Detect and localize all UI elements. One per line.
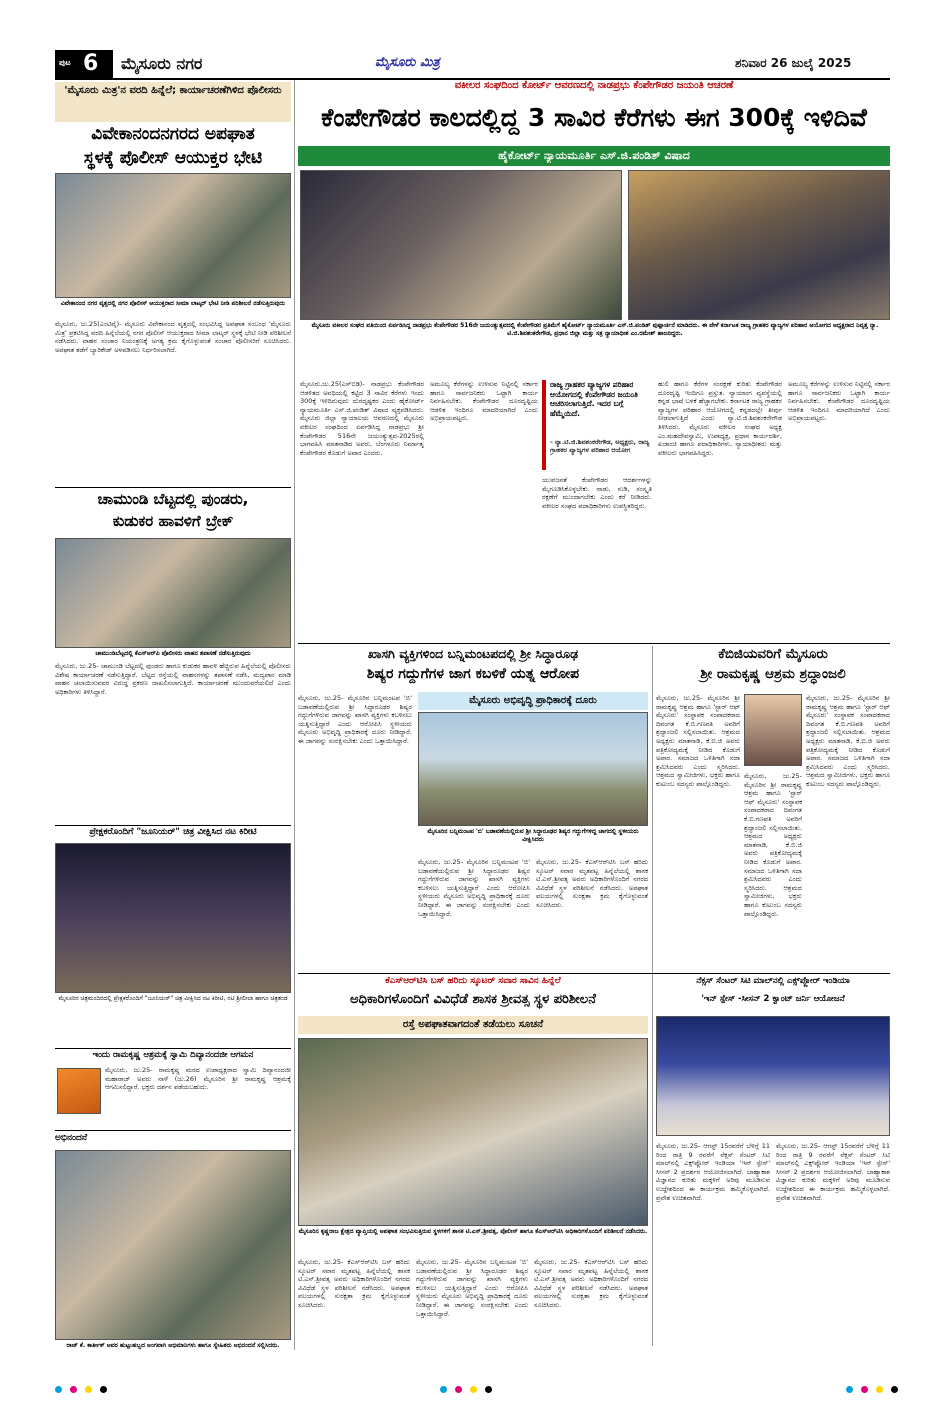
lead-story (298, 80, 890, 640)
story-kicker: ಕೆಎಸ್‌ಆರ್‌ಟಿಸಿ ಬಸ್ ಹರಿದು ಸ್ಕೂಟರ್ ಸವಾರ ಸಾವಿನ ಹಿನ್ನೆಲೆ (385, 976, 561, 986)
registration-dot-icon (891, 1386, 898, 1393)
divider (55, 825, 291, 826)
story-subhead: ಮೈಸೂರು ಅಭಿವೃದ್ಧಿ ಪ್ರಾಧಿಕಾರಕ್ಕೆ ದೂರು (418, 692, 648, 710)
lead-kicker: ವಕೀಲರ ಸಂಘದಿಂದ ಕೋರ್ಟ್ ಆವರಣದಲ್ಲಿ ನಾಡಪ್ರಭು ಕೆಂಪೇಗೌಡರ ಜಯಂತಿ ಆಚರಣೆ (454, 80, 734, 91)
photo-caption: ವಿವೇಕಾನಂದ ನಗರ ವೃತ್ತದಲ್ಲಿ ನಗರ ಪೊಲೀಸ್ ಆಯುಕ್ತರಾದ ಸೀಮಾ ಲಾಟ್ಕರ್ ಭೇಟಿ ನೀಡಿ ಪರಿಶೀಲನೆ ನಡೆಸುತ್ತಿರುವುದು (60, 300, 286, 307)
divider (55, 1048, 291, 1049)
story-headline: ಪ್ರೇಕ್ಷಕರೊಂದಿಗೆ "ಜೂನಿಯರ್" ಚಿತ್ರ ವೀಕ್ಷಿಸಿದ ನಟ ಕಿರೀಟಿ (89, 827, 257, 837)
story-body: ಮೈಸೂರು, ಜು.25- ಚಾಮುಂಡಿ ಬೆಟ್ಟದಲ್ಲಿ ಪುಂಡರು ಹಾಗೂ ಕುಡುಕರ ಹಾವಳಿ ಹೆಚ್ಚಿರುವ ಹಿನ್ನೆಲೆಯಲ್ಲಿ ಪೊಲೀಸರು ವಿಶೇಷ ಕಾರ್ಯಾಚರಣೆ ನಡೆಸುತ್ತಿದ್ದಾರೆ. ಬೆಟ್ಟದ ರಸ್ತೆಯಲ್ಲಿ ವಾಹನಗಳನ್ನು ತಪಾಸಣೆ ನಡೆಸಿ, ಮದ್ಯಪಾನ ಮಾಡಿ ವಾಹನ ಚಲಾಯಿಸುವವರ ವಿರುದ್ಧ ಪ್ರಕರಣ ದಾಖಲಿಸಲಾಗುತ್ತಿದೆ. ಕಾರ್ಯಾಚರಣೆ ಮುಂದುವರೆಯಲಿದೆ ಎಂದು ಅಧಿಕಾರಿಗಳು ತಿಳಿಸಿದ್ದಾರೆ. (55, 662, 291, 696)
story-body-cont: ಮೈಸೂರು, ಜು.25- ಕೆಎಸ್‌ಆರ್‌ಟಿಸಿ ಬಸ್ ಹರಿದು ಸ್ಕೂಟರ್ ಸವಾರ ಮೃತಪಟ್ಟ ಹಿನ್ನೆಲೆಯಲ್ಲಿ ಶಾಸಕ ಟಿ.ಎಸ್.ಶ್ರೀವತ್ಸ ಅವರು ಅಧಿಕಾರಿಗಳೊಂದಿಗೆ ನಗರದ ವಿವಿಧೆಡೆ ಸ್ಥಳ ಪರಿಶೀಲನೆ ನಡೆಸಿದರು. ಅಪಘಾತ ವಲಯಗಳಲ್ಲಿ ಸುರಕ್ಷತಾ ಕ್ರಮ ಕೈಗೊಳ್ಳುವಂತೆ ಸೂಚಿಸಿದರು. (536, 858, 648, 909)
expo-story (656, 976, 890, 1356)
registration-dot-icon (876, 1386, 883, 1393)
issue-date: ಶನಿವಾರ 26 ಜುಲೈ 2025 (735, 56, 852, 70)
divider (298, 643, 890, 644)
section-name: ಮೈಸೂರು ನಗರ (121, 54, 203, 73)
mla-inspection-story (298, 976, 648, 1356)
page-header (55, 50, 890, 78)
story-body: ಮೈಸೂರು, ಜು.25- ಆಗಸ್ಟ್ 15ರವರೆಗೆ ಬೆಳಿಗ್ಗೆ 11 ರಿಂದ ರಾತ್ರಿ 9 ರವರೆಗೆ ನೆಕ್ಸಸ್ ಸೆಂಟರ್ ಸಿಟಿ ಮಾಲ್‌ನಲ್ಲಿ ಎಕ್ಸ್‌ಪ್ಲೋರ್ ಇಂಡಿಯಾ 'ಇನ್ ಸ್ಪೇಸ್' ಸೀಸನ್ 2 ಪ್ರದರ್ಶನ ಆಯೋಜಿಸಲಾಗಿದೆ. ಬಾಹ್ಯಾಕಾಶ ವಿಜ್ಞಾನದ ಕುರಿತು ಮಕ್ಕಳಿಗೆ ಅರಿವು ಮೂಡಿಸುವ ಉದ್ದೇಶದಿಂದ ಈ ಕಾರ್ಯಕ್ರಮ ಹಮ್ಮಿಕೊಳ್ಳಲಾಗಿದೆ. ಪ್ರವೇಶ ಉಚಿತವಾಗಿದೆ. (656, 1142, 770, 1202)
story-body-cont: ಮೈಸೂರು, ಜು.25- ಮೈಸೂರಿನ ಶ್ರೀ ರಾಮಕೃಷ್ಣ ಆಶ್ರಮ ಹಾಗೂ 'ಸ್ಟಾರ್ ಆಫ್ ಮೈಸೂರು' ಸಂಸ್ಥಾಪಕ ಸಂಪಾದಕರಾದ ದಿವಂಗತ ಕೆ.ಬಿ.ಗಣಪತಿ ಅವರಿಗೆ ಶ್ರದ್ಧಾಂಜಲಿ ಸಲ್ಲಿಸಲಾಯಿತು. ಆಶ್ರಮದ ಅಧ್ಯಕ್ಷರು ಮಾತನಾಡಿ, ಕೆ.ಬಿ.ಜಿ ಅವರು ಪತ್ರಿಕೋದ್ಯಮಕ್ಕೆ ನೀಡಿದ ಕೊಡುಗೆ ಅಪಾರ. ಸಮಾಜದ ಒಳಿತಿಗಾಗಿ ಸದಾ ಶ್ರಮಿಸಿದವರು ಎಂದು ಸ್ಮರಿಸಿದರು. ಆಶ್ರಮದ ಸ್ವಾಮೀಜಿಗಳು, ಭಕ್ತರು ಹಾಗೂ ಕುಟುಂಬ ಸದಸ್ಯರು ಪಾಲ್ಗೊಂಡಿದ್ದರು. (744, 772, 802, 918)
story-headline: ಚಾಮುಂಡಿ ಬೆಟ್ಟದಲ್ಲಿ ಪುಂಡರು, (97, 490, 249, 508)
story-body-cont: ಮೈಸೂರು, ಜು.25- ಮೈಸೂರಿನ ಬನ್ನಿಮಂಟಪ 'ಬಿ' ಬಡಾವಣೆಯಲ್ಲಿರುವ ಶ್ರೀ ಸಿದ್ಧಾರೂಢರ ಶಿಷ್ಯರ ಗದ್ದುಗೆಗಳಿರುವ ಜಾಗವನ್ನು ಖಾಸಗಿ ವ್ಯಕ್ತಿಗಳು ಕಬಳಿಸಲು ಯತ್ನಿಸುತ್ತಿದ್ದಾರೆ ಎಂದು ಆರೋಪಿಸಿ ಸ್ಥಳೀಯರು ಮೈಸೂರು ಅಭಿವೃದ್ಧಿ ಪ್ರಾಧಿಕಾರಕ್ಕೆ ದೂರು ನೀಡಿದ್ದಾರೆ. ಈ ಜಾಗವನ್ನು ಸಂರಕ್ಷಿಸಬೇಕು ಎಂದು ಒತ್ತಾಯಿಸಿದ್ದಾರೆ. (418, 858, 530, 918)
mall-expo-photo (656, 1016, 890, 1136)
section-label: ಅಭಿನಂದನೆ (55, 1133, 88, 1143)
lead-body-col3: ಯುವಜನತೆ ಕೆಂಪೇಗೌಡರ ಆದರ್ಶಗಳನ್ನು ಮೈಗೂಡಿಸಿಕೊಳ್ಳಬೇಕು. ನಾಡು, ನುಡಿ, ಸಂಸ್ಕೃತಿ ರಕ್ಷಣೆಗೆ ಮುಂದಾಗಬೇಕು ಎಂದು ಕರೆ ನೀಡಿದರು. ವಕೀಲರ ಸಂಘದ ಪದಾಧಿಕಾರಿಗಳು ಉಪಸ್ಥಿತರಿದ್ದರು. (542, 476, 652, 510)
story-body-cont: ಮೈಸೂರು, ಜು.25- ಆಗಸ್ಟ್ 15ರವರೆಗೆ ಬೆಳಿಗ್ಗೆ 11 ರಿಂದ ರಾತ್ರಿ 9 ರವರೆಗೆ ನೆಕ್ಸಸ್ ಸೆಂಟರ್ ಸಿಟಿ ಮಾಲ್‌ನಲ್ಲಿ ಎಕ್ಸ್‌ಪ್ಲೋರ್ ಇಂಡಿಯಾ 'ಇನ್ ಸ್ಪೇಸ್' ಸೀಸನ್ 2 ಪ್ರದರ್ಶನ ಆಯೋಜಿಸಲಾಗಿದೆ. ಬಾಹ್ಯಾಕಾಶ ವಿಜ್ಞಾನದ ಕುರಿತು ಮಕ್ಕಳಿಗೆ ಅರಿವು ಮೂಡಿಸುವ ಉದ್ದೇಶದಿಂದ ಈ ಕಾರ್ಯಕ್ರಮ ಹಮ್ಮಿಕೊಳ್ಳಲಾಗಿದೆ. ಪ್ರವೇಶ ಉಚಿತವಾಗಿದೆ. (776, 1142, 890, 1202)
divider (298, 973, 890, 974)
column-rule (652, 646, 653, 1346)
lead-body-col5: ಅಮೂಲ್ಯ ಕೆರೆಗಳನ್ನು ಉಳಿಸುವ ನಿಟ್ಟಿನಲ್ಲಿ ಸರ್ಕಾರ ಹಾಗೂ ಸಾರ್ವಜನಿಕರು ಒಟ್ಟಾಗಿ ಕಾರ್ಯ ನಿರ್ವಹಿಸಬೇಕು. ಕೆಂಪೇಗೌಡರ ದೂರದೃಷ್ಟಿಯ ಆಡಳಿತ ಇಂದಿಗೂ ಮಾದರಿಯಾಗಿದೆ ಎಂದು ಅಭಿಪ್ರಾಯಪಟ್ಟರು. (788, 380, 890, 423)
felicitation-photo (55, 1150, 291, 1340)
column-rule (294, 80, 295, 1350)
photo-caption: ರಾಜ್ ಕೆ. ಕಾರ್ತೀಕ್ ಅವರ ಹುಟ್ಟುಹಬ್ಬದ ಅಂಗವಾಗಿ ಅಭಿಮಾನಿಗಳು ಹಾಗೂ ಸ್ನೇಹಿತರು ಅಭಿನಂದನೆ ಸಲ್ಲಿಸಿದರು. (66, 1342, 280, 1349)
swamiji-portrait (57, 1068, 101, 1114)
pull-quote-author: - ನ್ಯಾ.ಟಿ.ಜಿ.ಶಿವಶಂಕರೇಗೌಡ, ಅಧ್ಯಕ್ಷರು, ರಾಜ್ಯ ಗ್ರಾಹಕರ ವ್ಯಾಜ್ಯಗಳ ಪರಿಹಾರ ಆಯೋಗ (550, 438, 650, 454)
lead-subhead: ಹೈಕೋರ್ಟ್ ನ್ಯಾಯಮೂರ್ತಿ ಎಸ್.ಜಿ.ಪಂಡಿತ್ ವಿಷಾದ (498, 149, 690, 162)
registration-marks-center (440, 1378, 520, 1388)
pull-quote-text: ರಾಜ್ಯ ಗ್ರಾಹಕರ ವ್ಯಾಜ್ಯಗಳ ಪರಿಹಾರ ಆಯೋಗದಲ್ಲಿ ಕೆಂಪೇಗೌಡರ ಜಯಂತಿ ಆಚರಿಸಲಾಗುತ್ತಿದೆ. ಇದರ ಬಗ್ಗೆ ಹೆಮ್ಮೆಯಿದೆ. (550, 380, 638, 418)
photo-caption: ಮೈಸೂರಿನ ಕೃಷ್ಣರಾಜ ಕ್ಷೇತ್ರದ ವ್ಯಾಪ್ತಿಯಲ್ಲಿ ಅಪಘಾತ ಸಂಭವಿಸುತ್ತಿರುವ ಸ್ಥಳಗಳಿಗೆ ಶಾಸಕ ಟಿ.ಎಸ್.ಶ್ರೀವತ್ಸ, ಪೊಲೀಸ್ ಹಾಗೂ ಕೆಎಸ್‌ಆರ್‌ಟಿಸಿ ಅಧಿಕಾರಿಗಳೊಂದಿಗೆ ಪರಿಶೀಲನೆ ನಡೆಸಿದರು. (298, 1228, 648, 1235)
lead-subhead-bar (298, 146, 890, 166)
story-body-cont: ಮೈಸೂರು, ಜು.25- ಮೈಸೂರಿನ ಬನ್ನಿಮಂಟಪ 'ಬಿ' ಬಡಾವಣೆಯಲ್ಲಿರುವ ಶ್ರೀ ಸಿದ್ಧಾರೂಢರ ಶಿಷ್ಯರ ಗದ್ದುಗೆಗಳಿರುವ ಜಾಗವನ್ನು ಖಾಸಗಿ ವ್ಯಕ್ತಿಗಳು ಕಬಳಿಸಲು ಯತ್ನಿಸುತ್ತಿದ್ದಾರೆ ಎಂದು ಆರೋಪಿಸಿ ಸ್ಥಳೀಯರು ಮೈಸೂರು ಅಭಿವೃದ್ಧಿ ಪ್ರಾಧಿಕಾರಕ್ಕೆ ದೂರು ನೀಡಿದ್ದಾರೆ. ಈ ಜಾಗವನ್ನು ಸಂರಕ್ಷಿಸಬೇಕು ಎಂದು ಒತ್ತಾಯಿಸಿದ್ದಾರೆ. (416, 1258, 528, 1318)
registration-dot-icon (846, 1386, 853, 1393)
lead-body-col1: ಮೈಸೂರು,ಜು.25(ಎಸ್‌ಬಿಡಿ)- ನಾಡಪ್ರಭು ಕೆಂಪೇಗೌಡರ ಆಡಳಿತದ ಅವಧಿಯಲ್ಲಿ ಕಟ್ಟಿದ 3 ಸಾವಿರ ಕೆರೆಗಳು ಇಂದು 300ಕ್ಕೆ ಇಳಿದಿರುವುದು ದುರದೃಷ್ಟಕರ ಎಂದು ಹೈಕೋರ್ಟ್ ನ್ಯಾಯಮೂರ್ತಿ ಎಸ್.ಜಿ.ಪಂಡಿತ್ ವಿಷಾದ ವ್ಯಕ್ತಪಡಿಸಿದರು. ಮೈಸೂರು ಜಿಲ್ಲಾ ನ್ಯಾಯಾಲಯ ಆವರಣದಲ್ಲಿ ಮೈಸೂರು ವಕೀಲರ ಸಂಘದಿಂದ ಏರ್ಪಡಿಸಿದ್ದ ನಾಡಪ್ರಭು ಶ್ರೀ ಕೆಂಪೇಗೌಡರ 516ನೇ ಜಯಂತ್ಯುತ್ಸವ-2025ರಲ್ಲಿ ಭಾಗವಹಿಸಿ ಮಾತನಾಡಿದ ಅವರು, ಬೆಂಗಳೂರು ನಿರ್ಮಾತೃ ಕೆಂಪೇಗೌಡರ ಕೊಡುಗೆ ಅಪಾರ ಎಂದರು. (300, 380, 424, 457)
left-column (55, 80, 291, 1360)
story-headline: ವಿವೇಕಾನಂದನಗರದ ಅಪಘಾತ (91, 124, 255, 144)
story-subhead: ರಸ್ತೆ ಅಪಘಾತವಾಗದಂತೆ ತಡೆಯಲು ಸೂಚನೆ (298, 1016, 648, 1034)
tribute-story (656, 646, 890, 971)
story-headline: ಇಂದು ರಾಮಕೃಷ್ಣ ಆಶ್ರಮಕ್ಕೆ ಸ್ವಾಮಿ ದಿವ್ಯಾನಂದಜೀ ಆಗಮನ (92, 1050, 254, 1060)
page-label: ಪುಟ (59, 58, 71, 67)
story-kicker: 'ಮೈಸೂರು ಮಿತ್ರ'ನ ವರದಿ ಹಿನ್ನೆಲೆ; ಕಾರ್ಯಾಚರಣೆಗಿಳಿದ ಪೊಲೀಸರು (55, 82, 291, 122)
registration-dot-icon (100, 1386, 107, 1393)
registration-dot-icon (470, 1386, 477, 1393)
story-body-cont: ಮೈಸೂರು, ಜು.25- ಮೈಸೂರಿನ ಶ್ರೀ ರಾಮಕೃಷ್ಣ ಆಶ್ರಮ ಹಾಗೂ 'ಸ್ಟಾರ್ ಆಫ್ ಮೈಸೂರು' ಸಂಸ್ಥಾಪಕ ಸಂಪಾದಕರಾದ ದಿವಂಗತ ಕೆ.ಬಿ.ಗಣಪತಿ ಅವರಿಗೆ ಶ್ರದ್ಧಾಂಜಲಿ ಸಲ್ಲಿಸಲಾಯಿತು. ಆಶ್ರಮದ ಅಧ್ಯಕ್ಷರು ಮಾತನಾಡಿ, ಕೆ.ಬಿ.ಜಿ ಅವರು ಪತ್ರಿಕೋದ್ಯಮಕ್ಕೆ ನೀಡಿದ ಕೊಡುಗೆ ಅಪಾರ. ಸಮಾಜದ ಒಳಿತಿಗಾಗಿ ಸದಾ ಶ್ರಮಿಸಿದವರು ಎಂದು ಸ್ಮರಿಸಿದರು. ಆಶ್ರಮದ ಸ್ವಾಮೀಜಿಗಳು, ಭಕ್ತರು ಹಾಗೂ ಕುಟುಂಬ ಸದಸ್ಯರು ಪಾಲ್ಗೊಂಡಿದ್ದರು. (806, 694, 890, 788)
story-headline: ಕೆಬಿಜಿಯವರಿಗೆ ಮೈಸೂರು (718, 646, 828, 662)
land-grab-story (298, 646, 648, 971)
story-body: ಮೈಸೂರು, ಜು.25- ಕೆಎಸ್‌ಆರ್‌ಟಿಸಿ ಬಸ್ ಹರಿದು ಸ್ಕೂಟರ್ ಸವಾರ ಮೃತಪಟ್ಟ ಹಿನ್ನೆಲೆಯಲ್ಲಿ ಶಾಸಕ ಟಿ.ಎಸ್.ಶ್ರೀವತ್ಸ ಅವರು ಅಧಿಕಾರಿಗಳೊಂದಿಗೆ ನಗರದ ವಿವಿಧೆಡೆ ಸ್ಥಳ ಪರಿಶೀಲನೆ ನಡೆಸಿದರು. ಅಪಘಾತ ವಲಯಗಳಲ್ಲಿ ಸುರಕ್ಷತಾ ಕ್ರಮ ಕೈಗೊಳ್ಳುವಂತೆ ಸೂಚಿಸಿದರು. (298, 1258, 410, 1309)
story-headline: ಶ್ರೀ ರಾಮಕೃಷ್ಣ ಆಶ್ರಮ ಶ್ರದ್ಧಾಂಜಲಿ (700, 666, 846, 682)
story-body-cont: ಮೈಸೂರು, ಜು.25- ಕೆಎಸ್‌ಆರ್‌ಟಿಸಿ ಬಸ್ ಹರಿದು ಸ್ಕೂಟರ್ ಸವಾರ ಮೃತಪಟ್ಟ ಹಿನ್ನೆಲೆಯಲ್ಲಿ ಶಾಸಕ ಟಿ.ಎಸ್.ಶ್ರೀವತ್ಸ ಅವರು ಅಧಿಕಾರಿಗಳೊಂದಿಗೆ ನಗರದ ವಿವಿಧೆಡೆ ಸ್ಥಳ ಪರಿಶೀಲನೆ ನಡೆಸಿದರು. ಅಪಘಾತ ವಲಯಗಳಲ್ಲಿ ಸುರಕ್ಷತಾ ಕ್ರಮ ಕೈಗೊಳ್ಳುವಂತೆ ಸೂಚಿಸಿದರು. (534, 1258, 648, 1309)
story-body: ಮೈಸೂರು, ಜು.25- ಮೈಸೂರಿನ ಶ್ರೀ ರಾಮಕೃಷ್ಣ ಆಶ್ರಮ ಹಾಗೂ 'ಸ್ಟಾರ್ ಆಫ್ ಮೈಸೂರು' ಸಂಸ್ಥಾಪಕ ಸಂಪಾದಕರಾದ ದಿವಂಗತ ಕೆ.ಬಿ.ಗಣಪತಿ ಅವರಿಗೆ ಶ್ರದ್ಧಾಂಜಲಿ ಸಲ್ಲಿಸಲಾಯಿತು. ಆಶ್ರಮದ ಅಧ್ಯಕ್ಷರು ಮಾತನಾಡಿ, ಕೆ.ಬಿ.ಜಿ ಅವರು ಪತ್ರಿಕೋದ್ಯಮಕ್ಕೆ ನೀಡಿದ ಕೊಡುಗೆ ಅಪಾರ. ಸಮಾಜದ ಒಳಿತಿಗಾಗಿ ಸದಾ ಶ್ರಮಿಸಿದವರು ಎಂದು ಸ್ಮರಿಸಿದರು. ಆಶ್ರಮದ ಸ್ವಾಮೀಜಿಗಳು, ಭಕ್ತರು ಹಾಗೂ ಕುಟುಂಬ ಸದಸ್ಯರು ಪಾಲ್ಗೊಂಡಿದ್ದರು. (656, 694, 740, 788)
lead-headline: ಕೆಂಪೇಗೌಡರ ಕಾಲದಲ್ಲಿದ್ದ 3 ಸಾವಿರ ಕೆರೆಗಳು ಈಗ 300ಕ್ಕೆ ಇಳಿದಿವೆ (321, 103, 867, 132)
theatre-audience-photo (55, 843, 291, 993)
story-headline: ಕುಡುಕರ ಹಾವಳಿಗೆ ಬ್ರೇಕ್ (112, 512, 234, 530)
registration-dot-icon (861, 1386, 868, 1393)
registration-dot-icon (85, 1386, 92, 1393)
registration-dot-icon (455, 1386, 462, 1393)
chamundi-hill-checking-photo (55, 538, 291, 648)
story-headline: ಖಾಸಗಿ ವ್ಯಕ್ತಿಗಳಿಂದ ಬನ್ನಿಮಂಟಪದಲ್ಲಿ ಶ್ರೀ ಸಿದ್ಧಾರೂಢ (367, 646, 579, 661)
photo-caption: ಮೈಸೂರಿನ ಬನ್ನಿಮಂಟಪ 'ಬಿ' ಬಡಾವಣೆಯಲ್ಲಿರುವ ಶ್ರೀ ಸಿದ್ಧಾರೂಢರ ಶಿಷ್ಯರ ಗದ್ದುಗೆಗಳಿದ್ದ ಜಾಗದಲ್ಲಿ ಸ್ಥಳೀಯರು ವೀಕ್ಷಿಸಿದರು (427, 828, 639, 843)
page-number-box (55, 50, 113, 78)
registration-marks-right (846, 1378, 926, 1388)
registration-marks-left (55, 1378, 135, 1388)
page-number: 6 (83, 51, 99, 76)
photo-caption: ಮೈಸೂರಿನ ಚಿತ್ರಮಂದಿರದಲ್ಲಿ ಪ್ರೇಕ್ಷಕರೊಂದಿಗೆ "ಜೂನಿಯರ್" ಚಿತ್ರ ವೀಕ್ಷಿಸಿದ ನಟ ಕಿರೀಟಿ, ನಟಿ ಶ್ರೀಲೀಲಾ ಹಾಗೂ ಚಿತ್ರತಂಡ (58, 995, 288, 1002)
paper-name: ಮೈಸೂರು ಮಿತ್ರ (375, 55, 440, 70)
divider (55, 487, 291, 488)
inspection-photo (298, 1038, 648, 1226)
kempegowda-statue-photo (300, 170, 622, 320)
registration-dot-icon (55, 1386, 62, 1393)
divider (55, 1130, 291, 1131)
pull-quote-box (542, 380, 652, 470)
story-body: ಮೈಸೂರು, ಜು.25- ರಾಮಕೃಷ್ಣ ಮಠದ ಉಪಾಧ್ಯಕ್ಷರಾದ ಸ್ವಾಮಿ ದಿವ್ಯಾನಂದಜೀ ಮಹಾರಾಜ್ ಅವರು ನಾಳೆ (ಜು.26) ಮೈಸೂರಿನ ಶ್ರೀ ರಾಮಕೃಷ್ಣ ಆಶ್ರಮಕ್ಕೆ ಆಗಮಿಸಲಿದ್ದಾರೆ. ಭಕ್ತರು ದರ್ಶನ ಪಡೆಯಬಹುದು. (105, 1066, 291, 1092)
kbg-portrait (744, 694, 802, 766)
lead-body-col4: ಹುಲಿ ಹಾಗೂ ಕೆರೆಗಳ ಸಂರಕ್ಷಣೆ ಕುರಿತು ಕೆಂಪೇಗೌಡರ ದೂರದೃಷ್ಟಿ ಇಂದಿಗೂ ಪ್ರಸ್ತುತ. ನ್ಯಾಯಾಂಗ ವ್ಯವಸ್ಥೆಯಲ್ಲಿ ಕನ್ನಡ ಭಾಷೆ ಬಳಕೆ ಹೆಚ್ಚಾಗಬೇಕು. ಕರ್ನಾಟಕ ರಾಜ್ಯ ಗ್ರಾಹಕರ ವ್ಯಾಜ್ಯಗಳ ಪರಿಹಾರ ಆಯೋಗದಲ್ಲಿ ಕನ್ನಡದಲ್ಲೇ ತೀರ್ಪು ನೀಡಲಾಗುತ್ತಿದೆ ಎಂದು ನ್ಯಾ.ಟಿ.ಜಿ.ಶಿವಶಂಕರೇಗೌಡ ತಿಳಿಸಿದರು. ಮೈಸೂರು ವಕೀಲರ ಸಂಘದ ಅಧ್ಯಕ್ಷ ಎಂ.ಮಹದೇವಸ್ವಾಮಿ, ಉಪಾಧ್ಯಕ್ಷ, ಪ್ರಧಾನ ಕಾರ್ಯದರ್ಶಿ, ಖಜಾಂಚಿ ಹಾಗೂ ಪದಾಧಿಕಾರಿಗಳು, ನ್ಯಾಯಾಧೀಶರು ಮತ್ತು ವಕೀಲರು ಭಾಗವಹಿಸಿದ್ದರು. (658, 380, 782, 457)
registration-dot-icon (485, 1386, 492, 1393)
story-body: ಮೈಸೂರು, ಜು.25- ಮೈಸೂರಿನ ಬನ್ನಿಮಂಟಪ 'ಬಿ' ಬಡಾವಣೆಯಲ್ಲಿರುವ ಶ್ರೀ ಸಿದ್ಧಾರೂಢರ ಶಿಷ್ಯರ ಗದ್ದುಗೆಗಳಿರುವ ಜಾಗವನ್ನು ಖಾಸಗಿ ವ್ಯಕ್ತಿಗಳು ಕಬಳಿಸಲು ಯತ್ನಿಸುತ್ತಿದ್ದಾರೆ ಎಂದು ಆರೋಪಿಸಿ ಸ್ಥಳೀಯರು ಮೈಸೂರು ಅಭಿವೃದ್ಧಿ ಪ್ರಾಧಿಕಾರಕ್ಕೆ ದೂರು ನೀಡಿದ್ದಾರೆ. ಈ ಜಾಗವನ್ನು ಸಂರಕ್ಷಿಸಬೇಕು ಎಂದು ಒತ್ತಾಯಿಸಿದ್ದಾರೆ. (298, 694, 412, 745)
story-headline: 'ಇನ್ ಸ್ಪೇಸ್ -ಸೀಸನ್ 2 ಕ್ವಾಂಟ್ ಜರ್ನಿ ಆಯೋಜನೆ (701, 994, 845, 1004)
registration-dot-icon (440, 1386, 447, 1393)
photo-caption: ಚಾಮುಂಡಿಬೆಟ್ಟದಲ್ಲಿ ಕೆಎಸ್‌ಆರ್‌ಪಿ ಪೊಲೀಸರು ವಾಹನ ತಪಾಸಣೆ ನಡೆಸುತ್ತಿರುವುದು (95, 650, 251, 657)
lead-body-col2: ಅಮೂಲ್ಯ ಕೆರೆಗಳನ್ನು ಉಳಿಸುವ ನಿಟ್ಟಿನಲ್ಲಿ ಸರ್ಕಾರ ಹಾಗೂ ಸಾರ್ವಜನಿಕರು ಒಟ್ಟಾಗಿ ಕಾರ್ಯ ನಿರ್ವಹಿಸಬೇಕು. ಕೆಂಪೇಗೌಡರ ದೂರದೃಷ್ಟಿಯ ಆಡಳಿತ ಇಂದಿಗೂ ಮಾದರಿಯಾಗಿದೆ ಎಂದು ಅಭಿಪ್ರಾಯಪಟ್ಟರು. (430, 380, 538, 423)
lead-photo-caption: ಮೈಸೂರು ವಕೀಲರ ಸಂಘದ ವತಿಯಿಂದ ಏರ್ಪಡಿಸಿದ್ದ ನಾಡಪ್ರಭು ಕೆಂಪೇಗೌಡರ 516ನೇ ಜಯಂತ್ಯುತ್ಸವದಲ್ಲಿ ಕೆಂಪೇಗೌಡರ ಪ್ರತಿಮೆಗೆ ಹೈಕೋರ್ಟ್ ನ್ಯಾಯಮೂರ್ತಿ ಎಸ್.ಜಿ.ಪಂಡಿತ್ ಪುಷ್ಪಾರ್ಚನೆ ಮಾಡಿದರು. ಈ ವೇಳೆ ಕರ್ನಾಟಕ ರಾಜ್ಯ ಗ್ರಾಹಕರ ವ್ಯಾಜ್ಯಗಳ ಪರಿಹಾರ ಆಯೋಗದ ಅಧ್ಯಕ್ಷರಾದ ನಿವೃತ್ತ ನ್ಯಾ. ಟಿ.ಜಿ.ಶಿವಶಂಕರೇಗೌಡ, ಪ್ರಧಾನ ಜಿಲ್ಲಾ ಮತ್ತು ಸತ್ರ ನ್ಯಾಯಾಧೀಶ ಎಂ.ರಮೇಶ್ ಹಾಜರಿದ್ದರು. (311, 322, 879, 337)
story-headline: ಸ್ಥಳಕ್ಕೆ ಪೊಲೀಸ್ ಆಯುಕ್ತರ ಭೇಟಿ (83, 148, 263, 168)
police-commissioner-photo (55, 173, 291, 298)
story-headline: ನೆಕ್ಸಸ್ ಸೆಂಟರ್ ಸಿಟಿ ಮಾಲ್‌ನಲ್ಲಿ ಎಕ್ಸ್‌ಪ್ಲೋರ್ ಇಂಡಿಯಾ (696, 976, 850, 986)
story-body: ಮೈಸೂರು, ಜು.25(ಎಂಟಿವೈ)- ಮೈಸೂರು ವಿವೇಕಾನಂದ ವೃತ್ತದಲ್ಲಿ ಸಂಭವಿಸಿದ್ದ ಅಪಘಾತ ಸಂಬಂಧ 'ಮೈಸೂರು ಮಿತ್ರ' ಪ್ರಕಟಿಸಿದ್ದ ವರದಿ ಹಿನ್ನೆಲೆಯಲ್ಲಿ ನಗರ ಪೊಲೀಸ್ ಆಯುಕ್ತರಾದ ಸೀಮಾ ಲಾಟ್ಕರ್ ಸ್ಥಳಕ್ಕೆ ಭೇಟಿ ನೀಡಿ ಪರಿಶೀಲನೆ ನಡೆಸಿದರು. ವಾಹನ ಸಂಚಾರ ನಿಯಂತ್ರಣಕ್ಕೆ ಅಗತ್ಯ ಕ್ರಮ ಕೈಗೊಳ್ಳುವಂತೆ ಸಂಚಾರ ಪೊಲೀಸರಿಗೆ ಸೂಚಿಸಿದರು. ಅಪಘಾತ ತಡೆಗೆ ಬ್ಯಾರಿಕೇಡ್ ಅಳವಡಿಸಲು ನಿರ್ಧರಿಸಲಾಗಿದೆ. (55, 320, 291, 354)
registration-dot-icon (70, 1386, 77, 1393)
gadduge-site-photo (418, 712, 648, 826)
story-headline: ಅಧಿಕಾರಿಗಳೊಂದಿಗೆ ವಿವಿಧೆಡೆ ಶಾಸಕ ಶ್ರೀವತ್ಸ ಸ್ಥಳ ಪರಿಶೀಲನೆ (350, 992, 596, 1007)
judges-group-photo (628, 170, 890, 320)
story-headline: ಶಿಷ್ಯರ ಗದ್ದುಗೆಗಳ ಜಾಗ ಕಬಳಿಕೆ ಯತ್ನ ಆರೋಪ (366, 666, 580, 682)
